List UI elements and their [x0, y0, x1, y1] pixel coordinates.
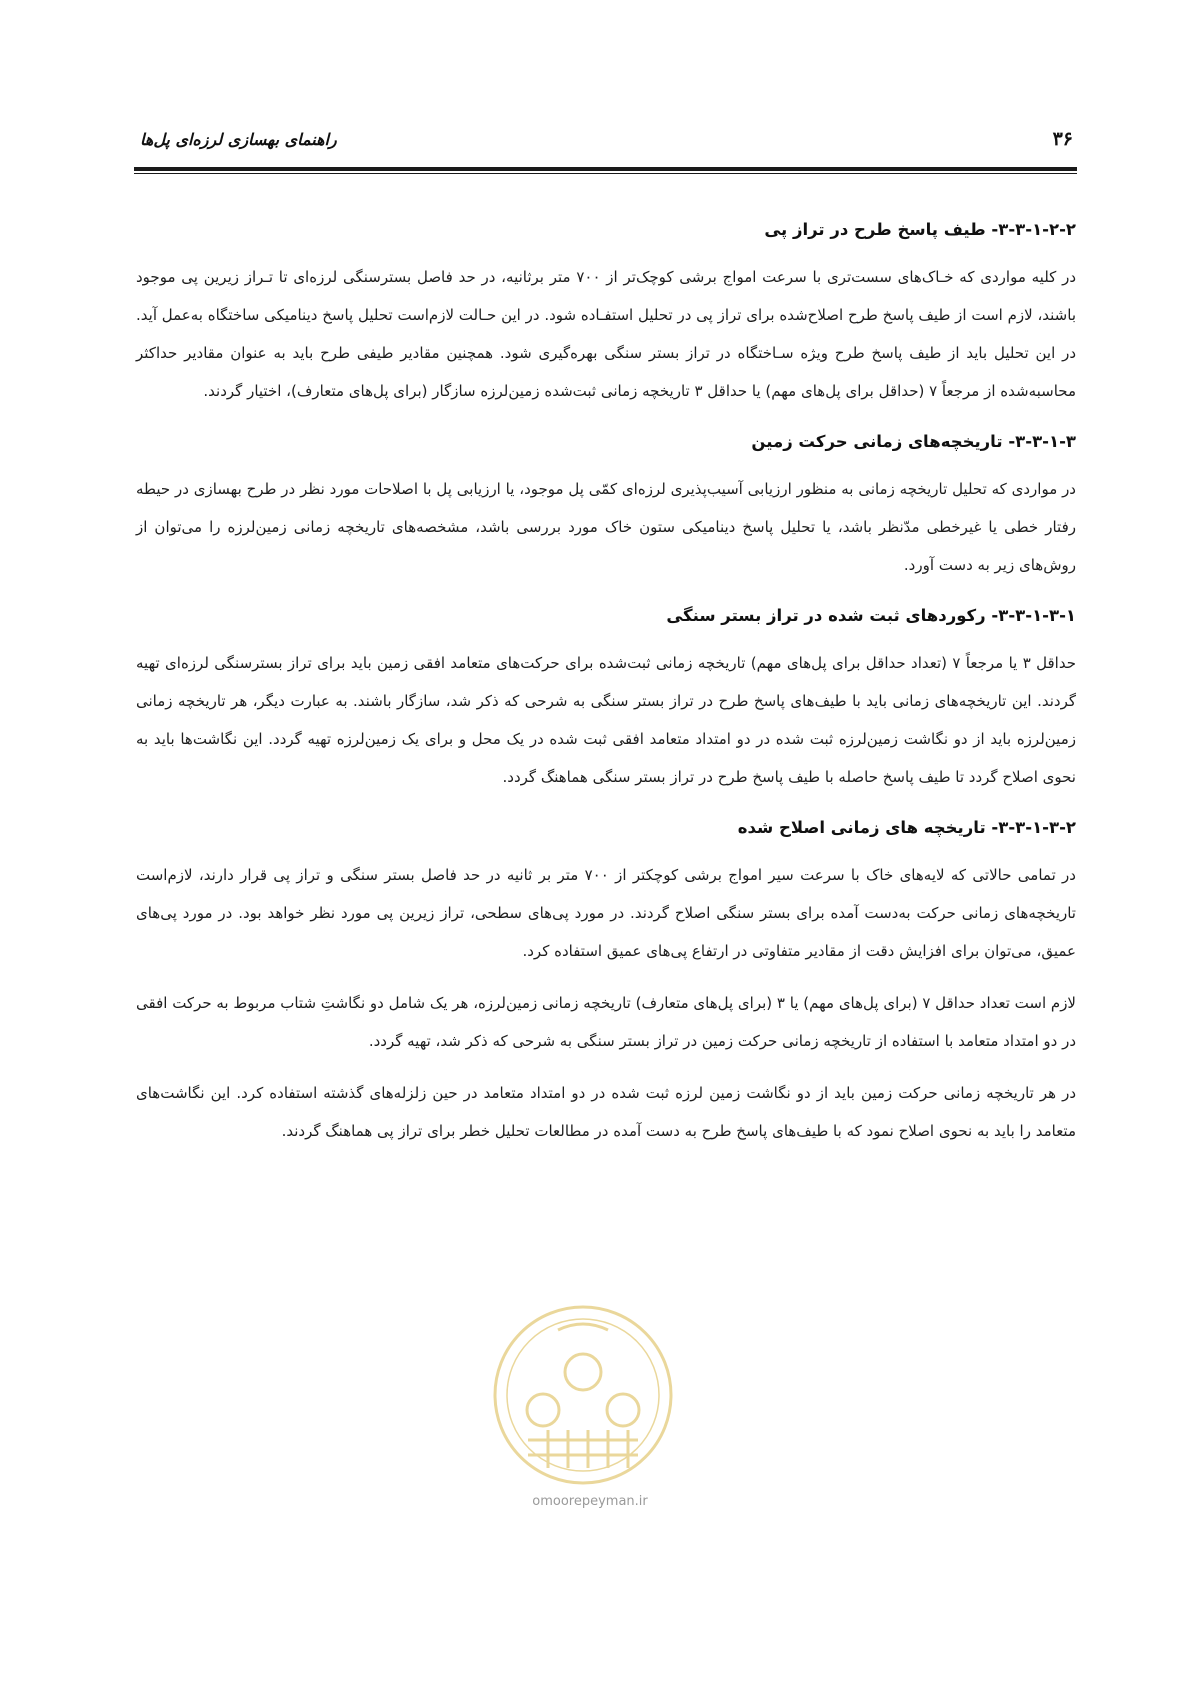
section-heading: ۳-۳-۱-۳-۱- رکوردهای ثبت شده در تراز بستر سنگی [666, 606, 1076, 625]
page-number: ۳۶ [1052, 128, 1073, 150]
paragraph: در هر تاریخچه زمانی حرکت زمین باید از دو نگاشت زمین لرزه ثبت شده در دو امتداد متعامد در حین زلزله‌های گذشته استفاده کرد. این نگاشت‌های متعامد را باید به نحوی اصلاح نمود که با طیف‌های پاسخ طرح به دست آمده در مطالعات تحلیل خطر برای تراز پی هماهنگ گردند. [136, 1084, 1076, 1140]
page-header [134, 122, 1077, 162]
paragraph: در مواردی که تحلیل تاریخچه زمانی به منظور ارزیابی آسیب‌پذیری لرزه‌ای کمّی پل موجود، یا ارزیابی پل با اصلاحات مورد نظر در طرح بهسازی در حیطه رفتار خطی یا غیرخطی مدّنظر باشد، یا تحلیل پاسخ دینامیکی ستون خاک مورد بررسی باشد، مشخصه‌های تاریخچه زمانی زمین‌لرزه را می‌توان از روش‌های زیر به دست آورد. [136, 480, 1076, 574]
watermark-url: omoorepeyman.ir [532, 1494, 648, 1509]
header-rule-thick [134, 167, 1077, 171]
header-rule-thin [134, 173, 1077, 174]
main-content [136, 216, 1076, 1164]
book-title: راهنمای بهسازی لرزه‌ای پل‌ها [140, 130, 337, 149]
paragraph: در تمامی حالاتی که لایه‌های خاک با سرعت سیر امواج برشی کوچکتر از ۷۰۰ متر بر ثانیه در حد فاصل بستر سنگی و تراز پی قرار دارند، لازم‌است تاریخچه‌های زمانی حرکت به‌دست آمده برای بستر سنگی اصلاح گردند. در مورد پی‌های سطحی، تراز زیرین پی مورد نظر خواهد بود. در مورد پی‌های عمیق، می‌توان برای افزایش دقت از مقادیر متفاوتی در ارتفاع پی‌های عمیق استفاده کرد. [136, 866, 1076, 960]
paragraph: حداقل ۳ یا مرجعاً ۷ (تعداد حداقل برای پل‌های مهم) تاریخچه زمانی ثبت‌شده برای حرکت‌های متعامد افقی زمین باید برای تراز بسترسنگی لرزه‌ای تهیه گردند. این تاریخچه‌های زمانی باید با طیف‌های پاسخ طرح در تراز بستر سنگی به شرحی که ذکر شد، سازگار باشند. به عبارت دیگر، هر تاریخچه زمانی زمین‌لرزه باید از دو نگاشت زمین‌لرزه ثبت شده در دو امتداد متعامد افقی ثبت شده در یک محل و برای یک زمین‌لرزه تهیه گردد. این نگاشت‌ها باید به نحوی اصلاح گردد تا طیف پاسخ حاصله با طیف پاسخ طرح در تراز بستر سنگی هماهنگ گردد. [136, 654, 1076, 786]
watermark-seal-icon [488, 1300, 678, 1490]
paragraph: در کلیه مواردی که خـاک‌های سست‌تری با سرعت امواج برشی کوچک‌تر از ۷۰۰ متر برثانیه، در حد فاصل بسترسنگی لرزه‌ای تا تـراز زیرین پی موجود باشند، لازم است از طیف پاسخ طرح اصلاح‌شده برای تراز پی در تحلیل استفـاده شود. در این حـالت لازم‌است تحلیل پاسخ دینامیکی ساختگاه به‌عمل آید. در این تحلیل باید از طیف پاسخ طرح ویژه سـاختگاه در تراز بستر سنگی بهره‌گیری شود. همچنین مقادیر طیفی طرح باید به عنوان مقادیر حداکثر محاسبه‌شده از مرجعاً ۷ (حداقل برای پل‌های مهم) یا حداقل ۳ تاریخچه زمانی ثبت‌شده زمین‌لرزه سازگار (برای پل‌های متعارف)، اختیار گردند. [136, 268, 1076, 400]
paragraph: لازم است تعداد حداقل ۷ (برای پل‌های مهم) یا ۳ (برای پل‌های متعارف) تاریخچه زمانی زمین‌لرزه، هر یک شامل دو نگاشتِ شتاب مربوط به حرکت افقی در دو امتداد متعامد با استفاده از تاریخچه زمانی حرکت زمین در تراز بستر سنگی به شرحی که ذکر شد، تهیه گردد. [136, 994, 1076, 1050]
section-heading: ۳-۳-۱-۲-۲- طیف پاسخ طرح در تراز پی [764, 220, 1076, 239]
section-heading: ۳-۳-۱-۳-۲- تاریخچه های زمانی اصلاح شده [737, 818, 1076, 837]
section-heading: ۳-۳-۱-۳- تاریخچه‌های زمانی حرکت زمین [751, 432, 1076, 451]
